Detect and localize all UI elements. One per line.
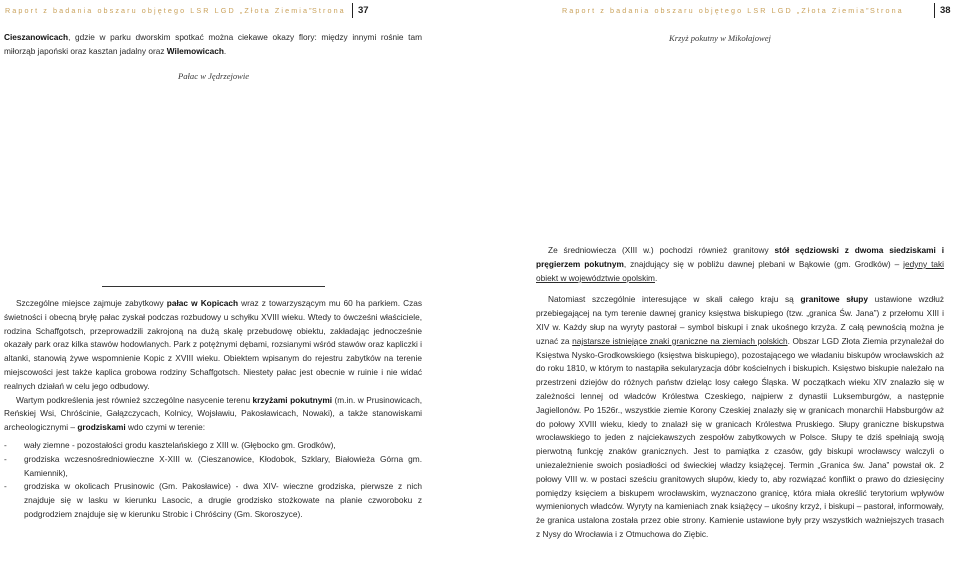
right-page	[484, 0, 960, 588]
left-page	[0, 0, 478, 588]
hillfort-list	[4, 439, 422, 522]
place-name: Cieszanowicach	[4, 32, 69, 42]
highlight-palace: pałac w Kopicach	[166, 298, 239, 308]
page-label: Strona	[312, 6, 346, 15]
highlight-judge-table: stół sędziowski z dwoma siedziskami i pręgierzem pokutnym	[536, 245, 945, 269]
paragraph-border-posts: Natomiast szczególnie interesujące w skali całego kraju są granitowe słupy ustawione wzdłuż przebiegającej na tym terenie dawnej granicy księstwa biskupiego (tzw. „granica Św. Jana”) z przełomu XIII i XIV w. Każdy słup na wyryty pastorał – symbol biskupi i znak ukośnego krzyża. Z całą pewnością można je uznać za najstarsze istniejące znaki graniczne na ziemiach polskich. Obszar LGD Złota Ziemia przynależał do Księstwa Nysko-Grodkowskiego (księstwa biskupiego), pozostającego we władaniu biskupów wrocławskich aż do roku 1810, w którym to nastąpiła sekularyzacja dóbr kościelnych i biskupich. Księstwo biskupie należało na przestrzeni dziejów do różnych państw dzieląc losy całego Śląska. W początkach wieku XIV znalazło się w zależności lennej od władców Królestwa Czeskiego, najpierw z dynastii Luksemburgów, a następnie Jagiellonów. Po 1526r., wszystkie ziemie Korony Czeskiej znalazły się w granicach monarchii Habsburgów aż do połowy XVIII wieku, kiedy to znalazł się w granicach Królestwa Pruskiego. Słupy graniczne biskupstwa wrocławskiego to jeden z najciekawszych zespołów zabytkowych w Polsce. Słupy te dziś spełniają swoją pierwotną funkcję znaków granicznych. Jest to pamiątka z czasów, gdy biskupi wrocławscy walczyli o uniezależnienie swoich posiadłości od świeckiej władzy książęcej. Termin „Granica św. Jana” powstał ok. 2 połowy VIII w. w postaci sześciu granitowych słupów, kiedy to, aby rozwiązać konflikt o prawo do dziesięciny pomiędzy księciem a biskupem wrocławskim, wyznaczono granicę, która miała określić terytorium wpływów wymienionych władców. Wyryty na kamieniach znak książęcy – ukośny krzyż, i biskupi – pastorał, informowały, że granica ustalona została przez obie strony. Kamienie ustawione były przy wszystkich ważniejszych trasach z Nysy do Wrocławia i z Otmuchowa do Ziębic.	[536, 294, 944, 539]
highlight-border-posts: granitowe słupy	[800, 294, 868, 305]
main-text	[536, 244, 944, 542]
list-item: - grodziska w okolicach Prusinowic (Gm. Pakosławice) - dwa XIV- wieczne grodziska, pierwsze z nich znajduje się w lasku w kierunku Lasocic, a drugie grodzisko stożkowate na planie czworoboku z podgrodziem znajduje się w kierunku Strobic i Chróściny (Gm. Skoroszyce).	[4, 481, 422, 519]
paragraph-crosses: Wartym podkreślenia jest również szczególne nasycenie terenu krzyżami pokutnymi (m.in. w Prusinowicach, Reńskiej Wsi, Chróścinie, Gałązczycach, Kolnicy, Wojsławiu, Pakosławicach, Nowaki), a także stanowiskami archeologicznymi – grodziskami wdo czymi w terenie:	[4, 394, 422, 433]
photo-caption: Pałac w Jędrzejowie	[178, 71, 250, 81]
page-label: Strona	[870, 6, 904, 15]
highlight-hillforts: grodziskami	[77, 422, 126, 433]
photo-caption: Krzyż pokutny w Mikołajowej	[669, 33, 771, 43]
highlight-unique: jedyny taki obiekt w województwie opolskim	[536, 258, 944, 283]
caption-divider	[102, 286, 325, 287]
page-number: 37	[352, 3, 369, 18]
place-name: Wilemowicach	[166, 45, 224, 56]
running-title: Raport z badania obszaru objętego LSR LGD „Złota Ziemia”	[5, 6, 314, 15]
list-item: - wały ziemne - pozostałości grodu kasztelańskiego z XIII w. (Głębocko gm. Grodków),	[4, 439, 336, 450]
highlight-oldest-markers: najstarsze istniejące znaki graniczne na ziemiach polskich	[572, 335, 788, 346]
intro-paragraph: Cieszanowicach, gdzie w parku dworskim spotkać można ciekawe okazy flory: między innymi rośnie tam miłorząb japoński oraz kasztan jadalny oraz Wilemowicach.	[4, 32, 422, 56]
highlight-crosses: krzyżami pokutnymi	[252, 394, 333, 405]
right-page-header	[484, 3, 960, 19]
running-title: Raport z badania obszaru objętego LSR LGD „Złota Ziemia”	[562, 6, 871, 15]
paragraph-kopice: Szczególne miejsce zajmuje zabytkowy pałac w Kopicach wraz z towarzyszącym mu 60 ha parkiem. Czas świetności i obecną bryłę pałac zyskał podczas rozbudowy u schyłku XVIII wieku. Wtedy to ówcześni właściciele, rodzina Schaffgotsch, przeprowadzili zakrojoną na dużą skalę przebudowę obiektu, zakładając jednocześnie okazały park oraz kilka stawów hodowlanych. Park z potężnymi dębami, rozsianymi wśród stawów oraz kapliczki i altanki, stanowią żywe wspomnienie Kopic z XVIII wieku. Obiektem wpisanym do rejestru zabytków na terenie miejscowości jest także kaplica grobowa rodziny Schaffgotsch. Niestety pałac jest obecnie w ruinie i nie widać realnych działań w celu jego odbudowy.	[4, 298, 423, 391]
main-text	[4, 297, 422, 522]
page-number: 38	[934, 3, 951, 18]
left-page-header	[0, 3, 478, 19]
list-item: - grodziska wczesnośredniowieczne X-XIII w. (Cieszanowice, Kłodobok, Szklary, Białowieża Górna gm. Kamiennik),	[4, 453, 422, 478]
paragraph-judge-table: Ze średniowiecza (XIII w.) pochodzi również granitowy stół sędziowski z dwoma siedziskami i pręgierzem pokutnym, znajdujący się w pobliżu dawnej plebani w Bąkowie (gm. Grodków) – jedyny taki obiekt w województwie opolskim.	[536, 245, 945, 283]
